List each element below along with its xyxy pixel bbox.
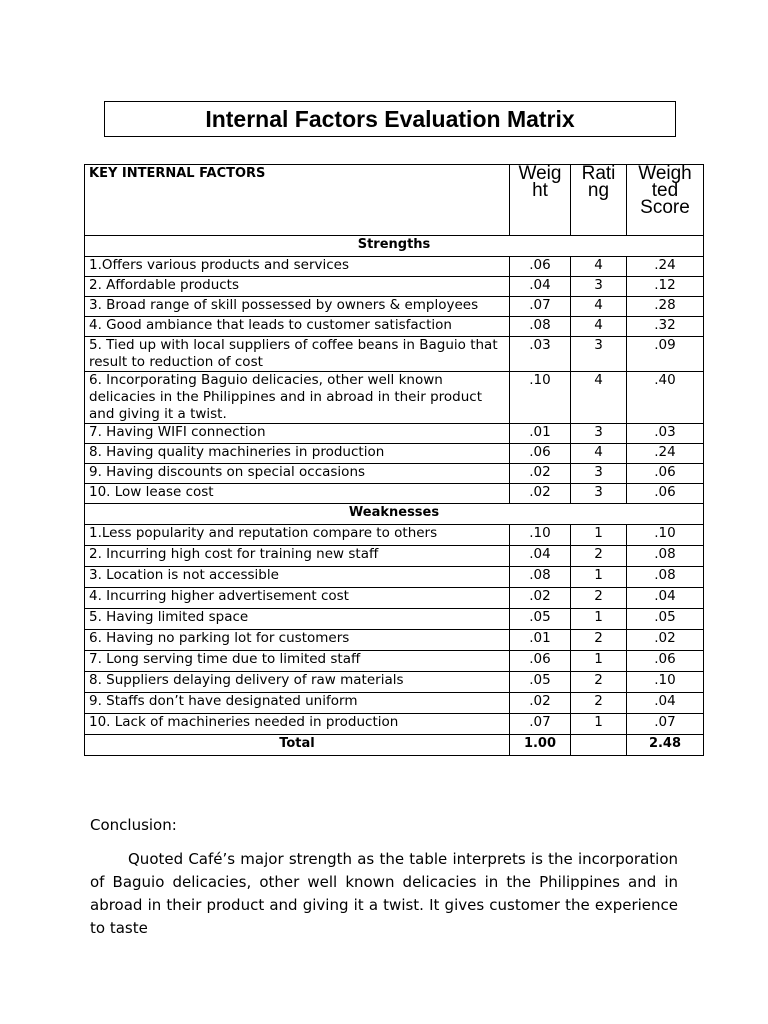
table-row <box>85 337 704 372</box>
conclusion-label: Conclusion: <box>90 816 177 834</box>
table-row <box>85 257 704 277</box>
total-label: Total <box>85 735 510 756</box>
score-cell: .08 <box>627 546 704 567</box>
factor-cell: 5. Tied up with local suppliers of coffee beans in Baguio that result to reduction of cost <box>85 337 510 372</box>
factor-cell: 2. Incurring high cost for training new staff <box>85 546 510 567</box>
rating-cell: 2 <box>571 588 627 609</box>
score-cell: .06 <box>627 484 704 504</box>
table-row <box>85 424 704 444</box>
weaknesses-section-row <box>85 504 704 525</box>
factor-cell: 3. Broad range of skill possessed by owners & employees <box>85 297 510 317</box>
score-cell: .03 <box>627 424 704 444</box>
total-score: 2.48 <box>627 735 704 756</box>
score-cell: .02 <box>627 630 704 651</box>
weight-cell: .04 <box>510 546 571 567</box>
rating-cell: 1 <box>571 714 627 735</box>
rating-cell: 1 <box>571 525 627 546</box>
total-weight: 1.00 <box>510 735 571 756</box>
rating-cell: 1 <box>571 651 627 672</box>
factor-cell: 8. Having quality machineries in production <box>85 444 510 464</box>
rating-cell: 3 <box>571 464 627 484</box>
rating-cell: 2 <box>571 693 627 714</box>
table-row <box>85 588 704 609</box>
factor-cell: 4. Incurring higher advertisement cost <box>85 588 510 609</box>
table-row <box>85 297 704 317</box>
strengths-label: Strengths <box>85 236 704 257</box>
header-factor: KEY INTERNAL FACTORS <box>85 165 510 236</box>
weight-cell: .06 <box>510 444 571 464</box>
score-cell: .08 <box>627 567 704 588</box>
factor-cell: 6. Having no parking lot for customers <box>85 630 510 651</box>
factor-cell: 6. Incorporating Baguio delicacies, other well known delicacies in the Philippines and in abroad in their product and giving it a twist. <box>85 372 510 424</box>
weight-cell: .07 <box>510 714 571 735</box>
score-cell: .04 <box>627 588 704 609</box>
rating-cell: 2 <box>571 546 627 567</box>
factor-cell: 3. Location is not accessible <box>85 567 510 588</box>
table-row <box>85 277 704 297</box>
score-cell: .24 <box>627 444 704 464</box>
rating-cell: 2 <box>571 672 627 693</box>
factor-cell: 4. Good ambiance that leads to customer satisfaction <box>85 317 510 337</box>
total-row <box>85 735 704 756</box>
total-rating <box>571 735 627 756</box>
rating-cell: 4 <box>571 317 627 337</box>
score-cell: .40 <box>627 372 704 424</box>
factor-cell: 1.Less popularity and reputation compare to others <box>85 525 510 546</box>
weight-cell: .05 <box>510 672 571 693</box>
weight-cell: .01 <box>510 630 571 651</box>
table-row <box>85 630 704 651</box>
factor-cell: 1.Offers various products and services <box>85 257 510 277</box>
table-row <box>85 464 704 484</box>
score-cell: .10 <box>627 525 704 546</box>
rating-cell: 3 <box>571 424 627 444</box>
weight-cell: .08 <box>510 317 571 337</box>
rating-cell: 4 <box>571 297 627 317</box>
table-row <box>85 651 704 672</box>
factor-cell: 5. Having limited space <box>85 609 510 630</box>
weight-cell: .05 <box>510 609 571 630</box>
rating-cell: 3 <box>571 277 627 297</box>
header-score: Weigh ted Score <box>627 165 704 236</box>
factor-cell: 8. Suppliers delaying delivery of raw materials <box>85 672 510 693</box>
weight-cell: .02 <box>510 484 571 504</box>
score-cell: .09 <box>627 337 704 372</box>
table-row <box>85 372 704 424</box>
weaknesses-label: Weaknesses <box>85 504 704 525</box>
page-title: Internal Factors Evaluation Matrix <box>205 105 575 132</box>
table-row <box>85 567 704 588</box>
table-row <box>85 317 704 337</box>
score-cell: .32 <box>627 317 704 337</box>
weight-cell: .02 <box>510 693 571 714</box>
rating-cell: 2 <box>571 630 627 651</box>
weight-cell: .08 <box>510 567 571 588</box>
score-cell: .28 <box>627 297 704 317</box>
weight-cell: .06 <box>510 651 571 672</box>
score-cell: .05 <box>627 609 704 630</box>
table-row <box>85 672 704 693</box>
rating-cell: 1 <box>571 567 627 588</box>
header-weight: Weig ht <box>510 165 571 236</box>
table-row <box>85 484 704 504</box>
weight-cell: .02 <box>510 588 571 609</box>
rating-cell: 4 <box>571 257 627 277</box>
weight-cell: .01 <box>510 424 571 444</box>
score-cell: .07 <box>627 714 704 735</box>
weight-cell: .06 <box>510 257 571 277</box>
weight-cell: .04 <box>510 277 571 297</box>
factor-cell: 9. Staffs don’t have designated uniform <box>85 693 510 714</box>
factor-cell: 10. Low lease cost <box>85 484 510 504</box>
table-row <box>85 444 704 464</box>
rating-cell: 3 <box>571 337 627 372</box>
header-rating: Rati ng <box>571 165 627 236</box>
table-row <box>85 714 704 735</box>
rating-cell: 4 <box>571 372 627 424</box>
table-row <box>85 546 704 567</box>
title-box <box>104 101 676 137</box>
table-row <box>85 609 704 630</box>
weight-cell: .10 <box>510 525 571 546</box>
header-row <box>85 165 704 236</box>
table-row <box>85 525 704 546</box>
factor-cell: 7. Long serving time due to limited staff <box>85 651 510 672</box>
score-cell: .10 <box>627 672 704 693</box>
score-cell: .12 <box>627 277 704 297</box>
weight-cell: .03 <box>510 337 571 372</box>
rating-cell: 3 <box>571 484 627 504</box>
score-cell: .06 <box>627 464 704 484</box>
table-row <box>85 693 704 714</box>
strengths-section-row <box>85 236 704 257</box>
weight-cell: .07 <box>510 297 571 317</box>
rating-cell: 1 <box>571 609 627 630</box>
factor-cell: 9. Having discounts on special occasions <box>85 464 510 484</box>
table-body <box>85 236 704 756</box>
score-cell: .24 <box>627 257 704 277</box>
ifem-table <box>84 164 704 756</box>
score-cell: .06 <box>627 651 704 672</box>
factor-cell: 7. Having WIFI connection <box>85 424 510 444</box>
factor-cell: 10. Lack of machineries needed in production <box>85 714 510 735</box>
weight-cell: .02 <box>510 464 571 484</box>
rating-cell: 4 <box>571 444 627 464</box>
factor-cell: 2. Affordable products <box>85 277 510 297</box>
weight-cell: .10 <box>510 372 571 424</box>
score-cell: .04 <box>627 693 704 714</box>
conclusion-text: Quoted Café’s major strength as the table interprets is the incorporation of Baguio delicacies, other well known delicacies in the Philippines and in abroad in their product and giving it a twist. It gives customer the experience to taste <box>90 850 678 937</box>
